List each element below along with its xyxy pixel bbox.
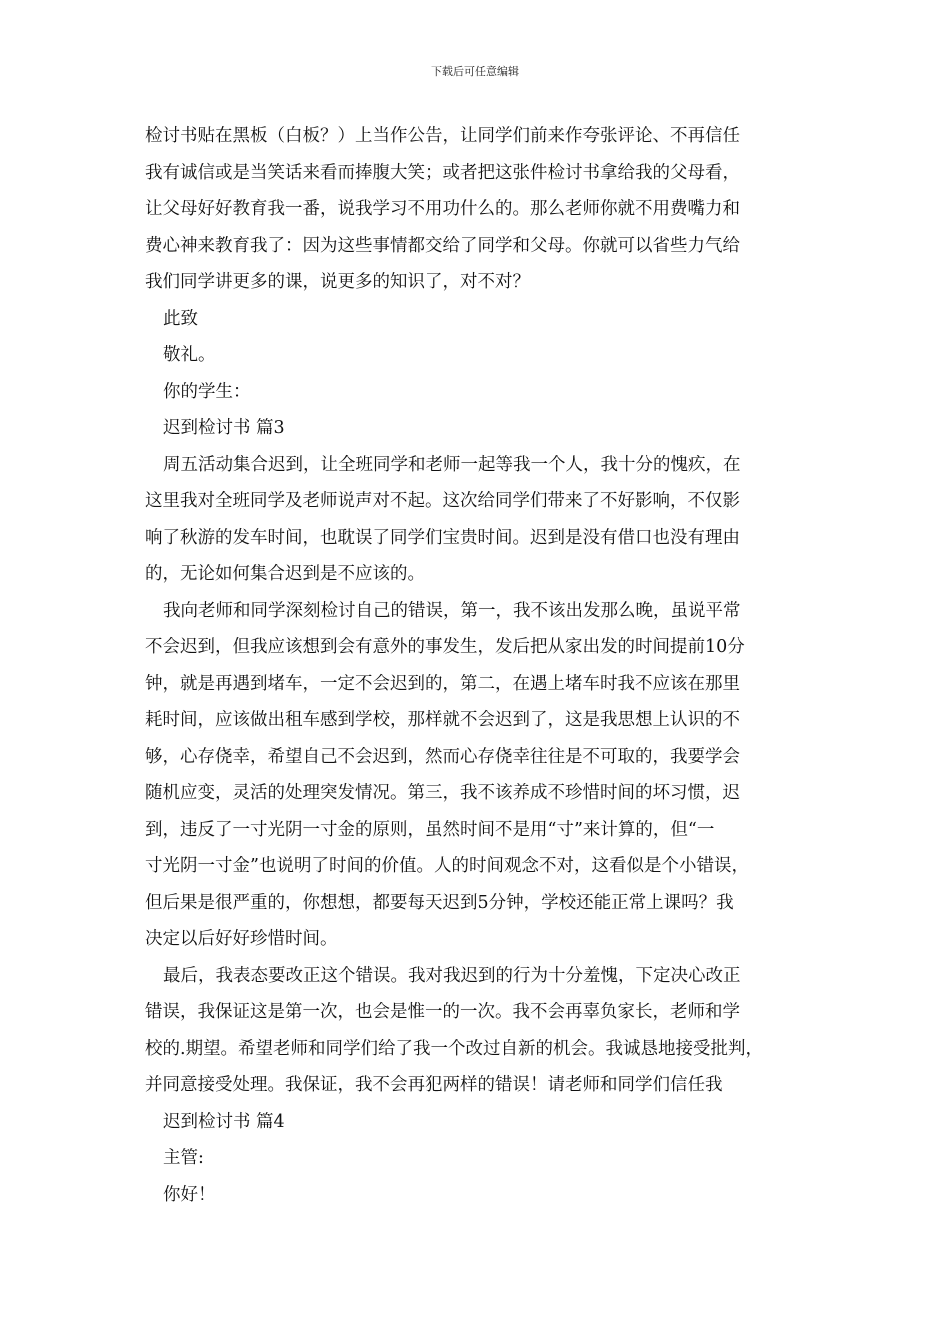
text-line: 你的学生：	[163, 381, 251, 402]
text-line: 错误，我保证这是第一次，也会是惟一的一次。我不会再辜负家长，老师和学	[145, 1002, 740, 1022]
text-line: 随机应变，灵活的处理突发情况。第三，我不该养成不珍惜时间的坏习惯，迟	[145, 783, 740, 803]
text-line: 周五活动集合迟到，让全班同学和老师一起等我一个人，我十分的愧疚，在	[163, 454, 741, 475]
text-line: 你好！	[163, 1184, 216, 1205]
text-line: 这里我对全班同学及老师说声对不起。这次给同学们带来了不好影响，不仅影	[145, 491, 740, 511]
text-line: 敬礼。	[163, 345, 216, 365]
text-line: 我有诚信或是当笑话来看而捧腹大笑；或者把这张件检讨书拿给我的父母看，	[145, 162, 740, 183]
text-line: 最后，我表态要改正这个错误。我对我迟到的行为十分羞愧，下定决心改正	[163, 965, 741, 986]
text-line: 耗时间，应该做出租车感到学校，那样就不会迟到了，这是我思想上认识的不	[145, 710, 740, 730]
text-line: 并同意接受处理。我保证，我不会再犯两样的错误！请老师和同学们信任我	[145, 1075, 723, 1095]
text-line: 我向老师和同学深刻检讨自己的错误，第一，我不该出发那么晚，虽说平常	[163, 600, 741, 621]
text-line: 的，无论如何集合迟到是不应该的。	[145, 564, 425, 584]
text-line: 响了秋游的发车时间，也耽误了同学们宝贵时间。迟到是没有借口也没有理由	[145, 527, 740, 548]
text-line: 迟到检讨书 篇3	[163, 418, 285, 438]
text-line: 此致	[163, 308, 198, 329]
text-line: 校的.期望。希望老师和同学们给了我一个改过自新的机会。我诚恳地接受批判，	[145, 1038, 764, 1059]
text-line: 主管:	[163, 1148, 204, 1168]
text-line: 寸光阴一寸金”也说明了时间的价值。人的时间观念不对，这看似是个小错误，	[145, 856, 749, 876]
text-line: 不会迟到，但我应该想到会有意外的事发生，发后把从家出发的时间提前10分	[145, 637, 745, 657]
text-line: 我们同学讲更多的课，说更多的知识了，对不对？	[145, 272, 530, 292]
text-line: 检讨书贴在黑板（白板？）上当作公告，让同学们前来作夸张评论、不再信任	[145, 126, 740, 146]
text-line: 决定以后好好珍惜时间。	[145, 929, 338, 949]
text-line: 迟到检讨书 篇4	[163, 1111, 285, 1132]
page-header-note: 下载后可任意编辑	[431, 65, 519, 78]
text-line: 到，违反了一寸光阴一寸金的原则，虽然时间不是用“寸”来计算的，但“一	[145, 819, 715, 840]
text-line: 钟，就是再遇到堵车，一定不会迟到的，第二，在遇上堵车时我不应该在那里	[145, 673, 740, 694]
text-line: 但后果是很严重的，你想想，都要每天迟到5分钟，学校还能正常上课吗？我	[145, 892, 734, 913]
text-line: 费心神来教育我了：因为这些事情都交给了同学和父母。你就可以省些力气给	[145, 235, 740, 256]
text-line: 让父母好好教育我一番，说我学习不用功什么的。那么老师你就不用费嘴力和	[145, 199, 740, 219]
text-line: 够，心存侥幸，希望自己不会迟到，然而心存侥幸往往是不可取的，我要学会	[145, 746, 740, 767]
document-body	[145, 118, 810, 1213]
